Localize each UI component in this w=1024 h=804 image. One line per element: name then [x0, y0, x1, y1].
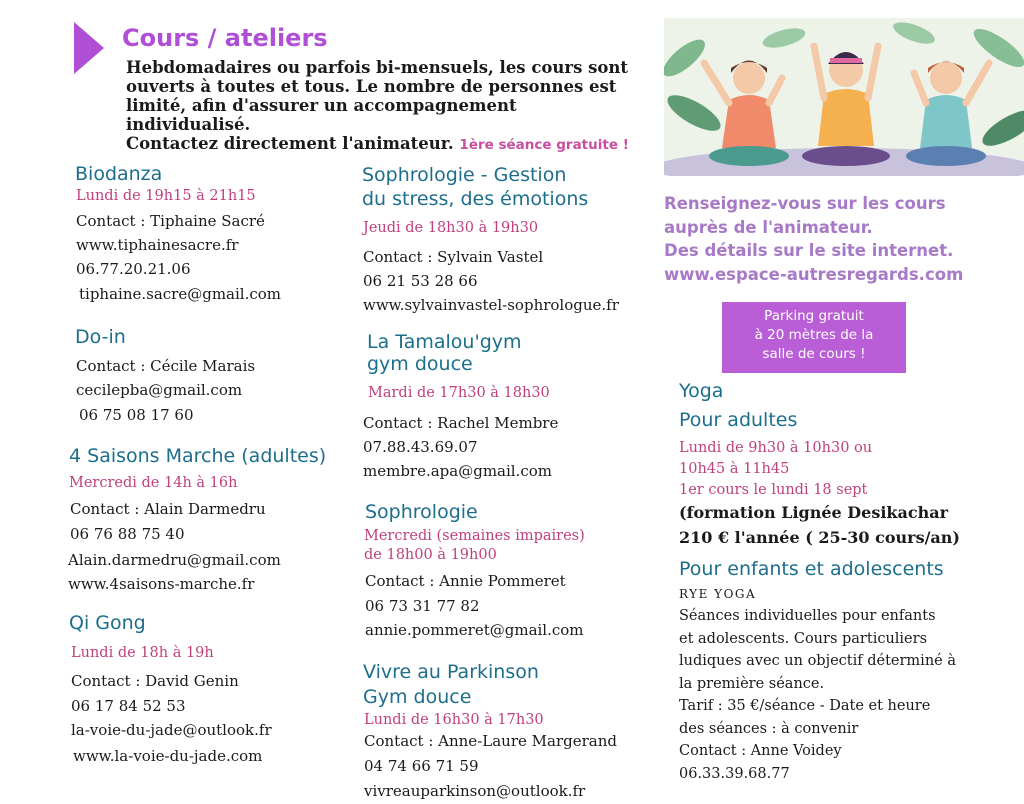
- parkinson-title-2: Gym douce: [363, 686, 472, 708]
- free-session-note: 1ère séance gratuite !: [459, 137, 629, 153]
- yoga-illustration-svg: [664, 18, 1024, 176]
- yoga-schedule-2: 10h45 à 11h45: [679, 461, 790, 477]
- parking-line: Parking gratuit: [764, 308, 864, 324]
- tamalou-title-2: gym douce: [367, 353, 473, 375]
- sophro-stress-phone: 06 21 53 28 66: [363, 272, 478, 290]
- sophro-stress-contact: Contact : Sylvain Vastel: [363, 248, 544, 266]
- yoga-illustration: [664, 18, 1024, 176]
- website-link[interactable]: www.espace-autresregards.com: [664, 264, 964, 284]
- intro-line: ouverts à toutes et tous. Le nombre de personnes est: [126, 77, 617, 96]
- rye-yoga-label: RYE YOGA: [679, 587, 757, 601]
- parking-note: [722, 302, 906, 373]
- doin-email[interactable]: cecilepba@gmail.com: [76, 381, 243, 399]
- doin-contact: Contact : Cécile Marais: [76, 357, 256, 375]
- desc-line: ludiques avec un objectif déterminé à: [679, 653, 956, 669]
- page-title: Cours / ateliers: [122, 24, 328, 52]
- info-line: Renseignez-vous sur les cours: [664, 194, 946, 213]
- qigong-contact: Contact : David Genin: [71, 672, 239, 690]
- tamalou-phone: 07.88.43.69.07: [363, 438, 478, 456]
- marche-email[interactable]: Alain.darmedru@gmail.com: [68, 551, 281, 569]
- info-line: Des détails sur le site internet.: [664, 241, 954, 260]
- yoga-adults-subtitle: Pour adultes: [679, 409, 798, 431]
- biodanza-title: Biodanza: [75, 163, 163, 185]
- biodanza-phone: 06.77.20.21.06: [76, 260, 191, 278]
- marche-website[interactable]: www.4saisons-marche.fr: [68, 575, 255, 593]
- parkinson-title-1: Vivre au Parkinson: [363, 661, 539, 683]
- biodanza-website[interactable]: www.tiphainesacre.fr: [76, 236, 239, 254]
- sophro-stress-website[interactable]: www.sylvainvastel-sophrologue.fr: [363, 296, 619, 314]
- yoga-kids-description: [679, 605, 956, 785]
- qigong-email[interactable]: la-voie-du-jade@outlook.fr: [71, 721, 272, 739]
- desc-line: Tarif : 35 €/séance - Date et heure: [679, 698, 931, 714]
- info-text: [664, 192, 1024, 286]
- doin-title: Do-in: [75, 326, 126, 348]
- parkinson-email[interactable]: vivreauparkinson@outlook.fr: [364, 782, 586, 800]
- yoga-price: 210 € l'année ( 25-30 cours/an): [679, 528, 960, 547]
- parking-line: salle de cours !: [762, 346, 866, 362]
- tamalou-title-1: La Tamalou'gym: [367, 331, 522, 353]
- sophro-contact: Contact : Annie Pommeret: [365, 572, 566, 590]
- doin-phone: 06 75 08 17 60: [79, 406, 194, 424]
- qigong-website[interactable]: www.la-voie-du-jade.com: [73, 747, 263, 765]
- tamalou-schedule: Mardi de 17h30 à 18h30: [368, 385, 550, 401]
- yoga-schedule-1: Lundi de 9h30 à 10h30 ou: [679, 440, 873, 456]
- intro-line: limité, afin d'assurer un accompagnement individualisé.: [126, 96, 517, 134]
- desc-line: la première séance.: [679, 675, 825, 692]
- yoga-formation: (formation Lignée Desikachar: [679, 503, 949, 522]
- intro-line: Hebdomadaires ou parfois bi-mensuels, les cours sont: [126, 58, 629, 77]
- biodanza-schedule: Lundi de 19h15 à 21h15: [76, 188, 256, 204]
- intro-line-text: Contactez directement l'animateur.: [126, 134, 454, 153]
- marche-phone: 06 76 88 75 40: [70, 525, 185, 543]
- sophro-stress-title-1: Sophrologie - Gestion: [362, 164, 567, 186]
- biodanza-email[interactable]: tiphaine.sacre@gmail.com: [79, 285, 282, 303]
- sophro-schedule-2: de 18h00 à 19h00: [364, 547, 497, 563]
- parking-line: à 20 mètres de la: [754, 327, 874, 343]
- marche-schedule: Mercredi de 14h à 16h: [69, 475, 238, 491]
- sophro-title: Sophrologie: [365, 501, 478, 523]
- marche-contact: Contact : Alain Darmedru: [70, 500, 266, 518]
- qigong-schedule: Lundi de 18h à 19h: [71, 645, 214, 661]
- yoga-schedule-3: 1er cours le lundi 18 sept: [679, 482, 868, 498]
- intro-text: [126, 58, 646, 155]
- marche-title: 4 Saisons Marche (adultes): [69, 445, 327, 467]
- sophro-stress-title-2: du stress, des émotions: [362, 188, 589, 210]
- qigong-phone: 06 17 84 52 53: [71, 697, 186, 715]
- sophro-email[interactable]: annie.pommeret@gmail.com: [365, 621, 584, 639]
- desc-line: des séances : à convenir: [679, 720, 859, 737]
- yoga-title: Yoga: [679, 380, 724, 402]
- arrow-right-icon: [74, 22, 104, 74]
- sophro-schedule-1: Mercredi (semaines impaires): [364, 528, 585, 544]
- desc-line: 06.33.39.68.77: [679, 765, 790, 782]
- desc-line: et adolescents. Cours particuliers: [679, 630, 928, 647]
- yoga-kids-subtitle: Pour enfants et adolescents: [679, 558, 944, 580]
- intro-line: [126, 134, 646, 155]
- sophro-phone: 06 73 31 77 82: [365, 597, 480, 615]
- parkinson-contact: Contact : Anne-Laure Margerand: [364, 732, 617, 750]
- parkinson-schedule: Lundi de 16h30 à 17h30: [364, 712, 544, 728]
- sophro-stress-schedule: Jeudi de 18h30 à 19h30: [363, 220, 539, 236]
- desc-line: Séances individuelles pour enfants: [679, 608, 936, 624]
- desc-line: Contact : Anne Voidey: [679, 743, 842, 759]
- info-line: auprès de l'animateur.: [664, 217, 873, 237]
- parkinson-phone: 04 74 66 71 59: [364, 757, 479, 775]
- tamalou-email[interactable]: membre.apa@gmail.com: [363, 462, 553, 480]
- biodanza-contact: Contact : Tiphaine Sacré: [76, 212, 265, 230]
- tamalou-contact: Contact : Rachel Membre: [363, 414, 559, 432]
- qigong-title: Qi Gong: [69, 612, 146, 634]
